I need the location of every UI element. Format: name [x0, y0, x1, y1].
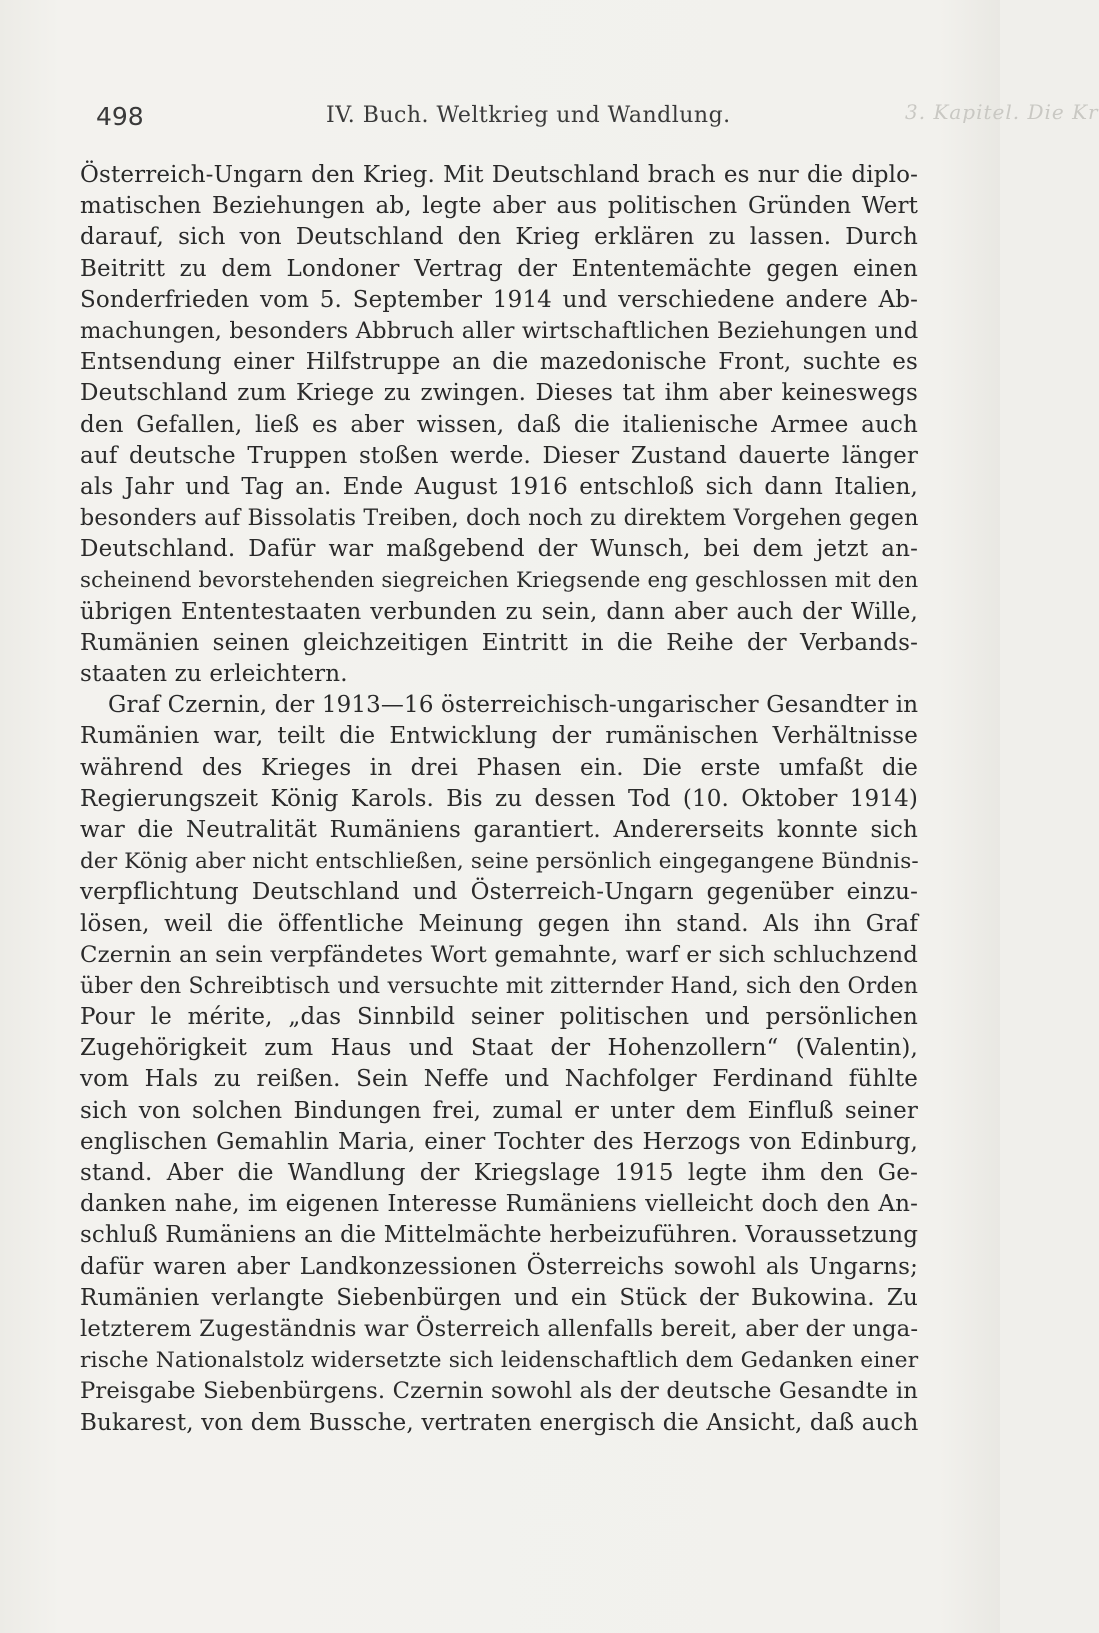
paragraph-start-line: Graf Czernin, der 1913—16 österreichisch-ungarischer Gesandter in [108, 692, 919, 719]
text-line: Zugehörigkeit zum Haus und Staat der Hohenzollern“ (Valentin), [80, 1035, 918, 1062]
facing-page-bleed-text: 3. Kapitel. Die Kr [905, 100, 1099, 124]
text-line: sich von solchen Bindungen frei, zumal er unter dem Einfluß seiner [80, 1097, 918, 1124]
text-line: Regierungszeit König Karols. Bis zu dessen Tod (10. Oktober 1914) [80, 785, 918, 812]
text-line: Sonderfrieden vom 5. September 1914 und verschiedene andere Ab- [80, 286, 918, 313]
text-line: Rumänien verlangte Siebenbürgen und ein Stück der Bukowina. Zu [80, 1284, 918, 1311]
text-line: Preisgabe Siebenbürgens. Czernin sowohl als der deutsche Gesandte in [80, 1378, 918, 1405]
text-line: den Gefallen, ließ es aber wissen, daß die italienische Armee auch [80, 411, 918, 438]
text-line: matischen Beziehungen ab, legte aber aus politischen Gründen Wert [80, 193, 918, 220]
text-line: lösen, weil die öffentliche Meinung gegen ihn stand. Als ihn Graf [80, 910, 918, 937]
text-line: Rumänien seinen gleichzeitigen Eintritt in die Reihe der Verbands- [80, 629, 918, 656]
text-line: übrigen Ententestaaten verbunden zu sein, dann aber auch der Wille, [80, 598, 918, 625]
text-line: rische Nationalstolz widersetzte sich leidenschaftlich dem Gedanken einer [80, 1348, 919, 1374]
text-line: machungen, besonders Abbruch aller wirtschaftlichen Beziehungen und [80, 317, 919, 344]
text-line: Deutschland zum Kriege zu zwingen. Dieses tat ihm aber keineswegs [80, 380, 918, 407]
text-line: Bukarest, von dem Bussche, vertraten energisch die Ansicht, daß auch [80, 1409, 919, 1436]
text-line: vom Hals zu reißen. Sein Neffe und Nachfolger Ferdinand fühlte [80, 1066, 918, 1093]
text-line: stand. Aber die Wandlung der Kriegslage 1915 legte ihm den Ge- [80, 1160, 918, 1186]
text-line: schluß Rumäniens an die Mittelmächte herbeizuführen. Voraussetzung [80, 1222, 919, 1249]
text-line: Deutschland. Dafür war maßgebend der Wunsch, bei dem jetzt an- [80, 536, 918, 563]
text-line: auf deutsche Truppen stoßen werde. Dieser Zustand dauerte länger [80, 442, 918, 469]
text-line: besonders auf Bissolatis Treiben, doch noch zu direktem Vorgehen gegen [80, 505, 919, 532]
body-text [80, 160, 918, 1439]
text-line: danken nahe, im eigenen Interesse Rumäniens vielleicht doch den An- [80, 1191, 918, 1218]
text-line: darauf, sich von Deutschland den Krieg erklären zu lassen. Durch [80, 224, 918, 251]
text-line: Beitritt zu dem Londoner Vertrag der Ententemächte gegen einen [80, 255, 918, 282]
page-number: 498 [96, 102, 144, 131]
text-line: Entsendung einer Hilfstruppe an die mazedonische Front, suchte es [80, 349, 918, 376]
text-line: Rumänien war, teilt die Entwicklung der rumänischen Verhältnisse [80, 723, 918, 750]
text-line: war die Neutralität Rumäniens garantiert. Andererseits konnte sich [80, 816, 918, 843]
text-line: verpflichtung Deutschland und Österreich-Ungarn gegenüber einzu- [80, 879, 918, 906]
text-line: der König aber nicht entschließen, seine persönlich eingegangene Bündnis- [80, 849, 919, 875]
text-line: während des Krieges in drei Phasen ein. Die erste umfaßt die [80, 754, 918, 781]
paragraph-end-line: staaten zu erleichtern. [80, 661, 348, 687]
text-line: scheinend bevorstehenden siegreichen Kriegsende eng geschlossen mit den [80, 568, 919, 594]
text-line: dafür waren aber Landkonzessionen Österreichs sowohl als Ungarns; [80, 1253, 918, 1280]
running-title: IV. Buch. Weltkrieg und Wandlung. [326, 103, 731, 128]
text-line: Pour le mérite, „das Sinnbild seiner politischen und persönlichen [80, 1004, 918, 1031]
text-line: als Jahr und Tag an. Ende August 1916 entschloß sich dann Italien, [80, 473, 918, 500]
page-header [96, 100, 731, 136]
text-line: Czernin an sein verpfändetes Wort gemahnte, warf er sich schluchzend [80, 941, 918, 968]
text-line: letzterem Zugeständnis war Österreich allenfalls bereit, aber der unga- [80, 1315, 919, 1342]
text-line: über den Schreibtisch und versuchte mit zitternder Hand, sich den Orden [80, 973, 919, 999]
text-line: Österreich-Ungarn den Krieg. Mit Deutschland brach es nur die diplo- [80, 162, 918, 188]
text-line: englischen Gemahlin Maria, einer Tochter des Herzogs von Edinburg, [80, 1128, 918, 1155]
